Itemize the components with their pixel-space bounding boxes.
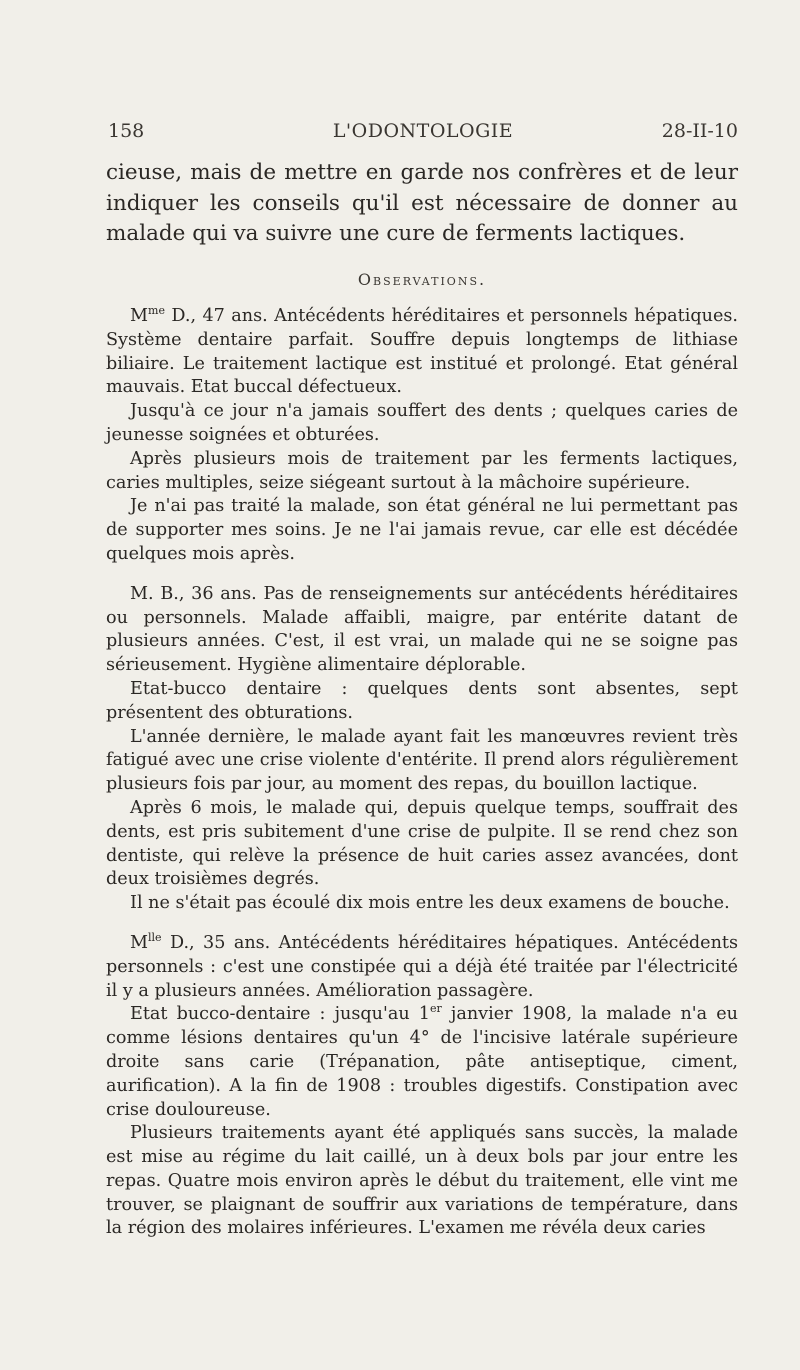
obs1-title-sup: me	[148, 304, 165, 318]
page-number: 158	[108, 120, 145, 142]
running-header	[108, 120, 738, 150]
obs3-p2-sup: er	[429, 1002, 442, 1016]
obs2-paragraph-1: M. B., 36 ans. Pas de renseignements sur antécédents héréditaires ou personnels. Malade affaibli, maigre, par entérite datant de plusieurs années. C'est, il est vrai, un malade qui ne se soigne pas sérieusement. Hygiène alimentaire déplorable.	[106, 583, 738, 676]
intro-block	[106, 158, 738, 250]
obs3-title-sup: lle	[148, 931, 162, 945]
journal-title: L'ODONTOLOGIE	[332, 120, 514, 142]
observations-body	[106, 305, 738, 1241]
obs3-title: M	[130, 932, 149, 953]
obs2-paragraph-4: Après 6 mois, le malade qui, depuis quelque temps, souffrait des dents, est pris subitement d'une crise de pulpite. Il se rend chez son dentiste, qui relève la présence de huit caries assez avancées, dont deux troisièmes degrés.	[106, 797, 738, 890]
obs1-p1-text: D., 47 ans. Antécédents héréditaires et personnels hépatiques. Système dentaire parfait. Souffre depuis longtemps de lithiase biliaire. Le traitement lactique est institué et prolongé. Etat général mauvais. Etat buccal défectueux.	[106, 306, 738, 398]
obs1-paragraph-1	[106, 305, 738, 400]
obs3-p1-text: D., 35 ans. Antécédents héréditaires hépatiques. Antécédents personnels : c'est une constipée qui a déjà été traitée par l'électricité il y a plusieurs années. Amélioration passagère.	[106, 932, 738, 1001]
obs3-paragraph-1	[106, 932, 738, 1003]
obs1-paragraph-4: Je n'ai pas traité la malade, son état général ne lui permettant pas de supporter mes soins. Je ne l'ai jamais revue, car elle est décédée quelques mois après.	[106, 496, 738, 564]
obs3-paragraph-3: Plusieurs traitements ayant été appliqués sans succès, la malade est mise au régime du lait caillé, un à deux bols par jour entre les repas. Quatre mois environ après le début du traitement, elle vint me trouver, se plaignant de souffrir aux variations de température, dans la région des molaires inférieures. L'examen me révéla deux caries	[106, 1123, 738, 1239]
obs2-paragraph-5: Il ne s'était pas écoulé dix mois entre les deux examens de bouche.	[130, 893, 730, 914]
obs3-p2-text-a: Etat bucco-dentaire : jusqu'au 1	[130, 1004, 430, 1025]
section-title: Observations.	[357, 270, 487, 289]
obs3-paragraph-2	[106, 1003, 738, 1122]
obs2-paragraph-3: L'année dernière, le malade ayant fait les manœuvres revient très fatigué avec une crise violente d'entérite. Il prend alors régulièrement plusieurs fois par jour, au moment des repas, du bouillon lactique.	[106, 726, 738, 795]
issue-date: 28-II-10	[661, 120, 738, 142]
obs1-paragraph-3: Après plusieurs mois de traitement par les ferments lactiques, caries multiples, seize siégeant surtout à la mâchoire supérieure.	[106, 448, 738, 493]
obs1-paragraph-2: Jusqu'à ce jour n'a jamais souffert des dents ; quelques caries de jeunesse soignées et obturées.	[106, 401, 738, 445]
obs2-paragraph-2: Etat-bucco dentaire : quelques dents sont absentes, sept présentent des obturations.	[106, 678, 738, 723]
obs1-title: M	[130, 306, 149, 326]
obs3-p2-text-b: janvier 1908, la malade n'a eu comme lésions dentaires qu'un 4° de l'incisive latérale supérieure droite sans carie (Trépanation, pâte antiseptique, ciment, aurification). A la fin de 1908 : troubles digestifs. Constipation avec crise douloureuse.	[106, 1004, 738, 1120]
intro-paragraph: cieuse, mais de mettre en garde nos confrères et de leur indiquer les conseils qu'il est nécessaire de donner au malade qui va suivre une cure de ferments lactiques.	[106, 160, 738, 246]
